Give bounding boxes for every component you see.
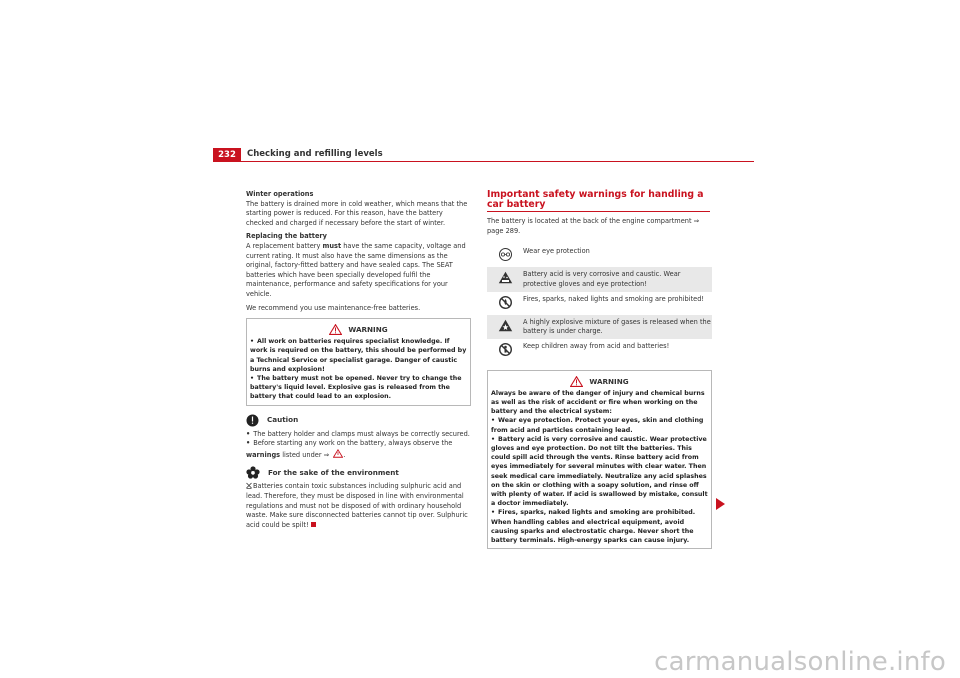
symbol-row [487,267,712,291]
warning-title: WARNING [348,325,388,335]
warning-body [488,389,711,545]
symbol-text: Battery acid is very corrosive and caustic. Wear protective gloves and eye protection! [523,270,681,288]
header-rule [213,161,754,162]
warning-body [247,337,470,401]
end-marker [311,522,316,527]
warning-item: • Wear eye protection. Protect your eyes, skin and clothing from acid and particles containing lead. [491,417,704,434]
warning-item: • Fires, sparks, naked lights and smoking are prohibited. When handling cables and electrical equipment, avoid causing sparks and electrostatic charge. Never short the battery terminals. High-energy sparks can cause injury. [491,509,696,544]
acid-corrosive-icon [498,271,513,284]
warning-box-left [246,318,471,405]
symbol-row [487,339,712,362]
warning-intro: Always be aware of the danger of injury and chemical burns as well as the risk of accident or fire when working on the battery and the electrical system: [491,389,705,416]
environment-text-content: Batteries contain toxic substances including sulphuric acid and lead. Therefore, they must be disposed in line with environmental regulations and must not be disposed of with ordinary household waste. Make sure disconnected batteries cannot tip over. Sulphuric acid could be spilt! [246,482,468,529]
keep-children-away-icon [498,343,513,356]
environment-text [246,482,471,530]
left-column [246,190,471,534]
replacing-text-must: must [322,241,342,250]
warning-triangle-icon [570,376,583,387]
caution-body [246,430,471,461]
continue-arrow-icon [716,498,725,510]
winter-heading: Winter operations [246,190,314,198]
symbol-text: A highly explosive mixture of gases is released when the battery is under charge. [523,317,711,336]
symbol-text: Keep children away from acid and batteries! [523,341,670,350]
symbol-row [487,292,712,315]
warning-box-right [487,370,712,549]
replacing-text-pre: A replacement battery [246,241,323,250]
intro-text: The battery is located at the back of the engine compartment ⇒ page 289. [487,217,700,235]
warning-item: • The battery must not be opened. Never try to change the battery's liquid level. Explosive gas is released from the battery that could lead to an explosion. [250,374,462,401]
warning-title: WARNING [589,376,629,386]
recommend-text: We recommend you use maintenance-free batteries. [246,303,421,312]
replacing-heading: Replacing the battery [246,232,327,241]
symbol-table [487,244,712,361]
caution-header [246,414,471,427]
caution-title: Caution [267,415,299,425]
caution-item: • The battery holder and clamps must always be correctly secured. [246,429,470,438]
warning-triangle-icon [329,324,342,335]
environment-title: For the sake of the environment [268,468,399,478]
symbol-row [487,244,712,267]
symbol-text: Fires, sparks, naked lights and smoking are prohibited! [523,294,705,303]
explosive-icon [498,319,513,332]
caution-item: • Before starting any work on the battery, always observe the warnings listed under ⇒ . [246,439,453,459]
caution-icon [246,414,259,427]
section-title: Important safety warnings for handling a car battery [487,190,710,212]
recycle-bin-icon [246,482,252,489]
warning-ref-icon [333,449,343,458]
warning-item: • All work on batteries requires specialist knowledge. If work is required on the battery, this should be performed by a Technical Service or specialist garage. Danger of caustic burns and explosion! [250,338,467,373]
environment-header [246,466,471,479]
winter-text: The battery is drained more in cold weather, which means that the starting power is reduced. For this reason, have the battery checked and charged if necessary before the start of winter. [246,199,468,227]
environment-flower-icon [246,466,260,479]
eye-protection-icon [498,248,513,261]
right-column [487,190,712,557]
warning-header [247,319,470,337]
symbol-row [487,315,712,339]
warning-item: • Battery acid is very corrosive and caustic. Wear protective gloves and eye protection. Do not tilt the batteries. This could spill acid through the vents. Rinse battery acid from eyes immediately for several minutes with clear water. Then seek medical care immediately. Neutralize any acid splashes on the skin or clothing with a soapy solution, and rinse off with plenty of water. If acid is swallowed by mistake, consult a doctor immediately. [491,435,708,508]
replacing-text [246,242,471,300]
watermark: carmanualsonline.info [654,647,946,677]
symbol-text: Wear eye protection [523,247,590,256]
page-header-title: Checking and refilling levels [247,149,383,159]
no-fire-icon [498,296,513,309]
warning-header [488,371,711,389]
replacing-text-post: have the same capacity, voltage and current rating. It must also have the same dimensions as the original, factory-fitted battery and have sealed caps. The SEAT batteries which have been specially developed fulfil the maintenance, performance and safety specifications for your vehicle. [246,241,466,298]
page-number: 232 [213,148,241,162]
